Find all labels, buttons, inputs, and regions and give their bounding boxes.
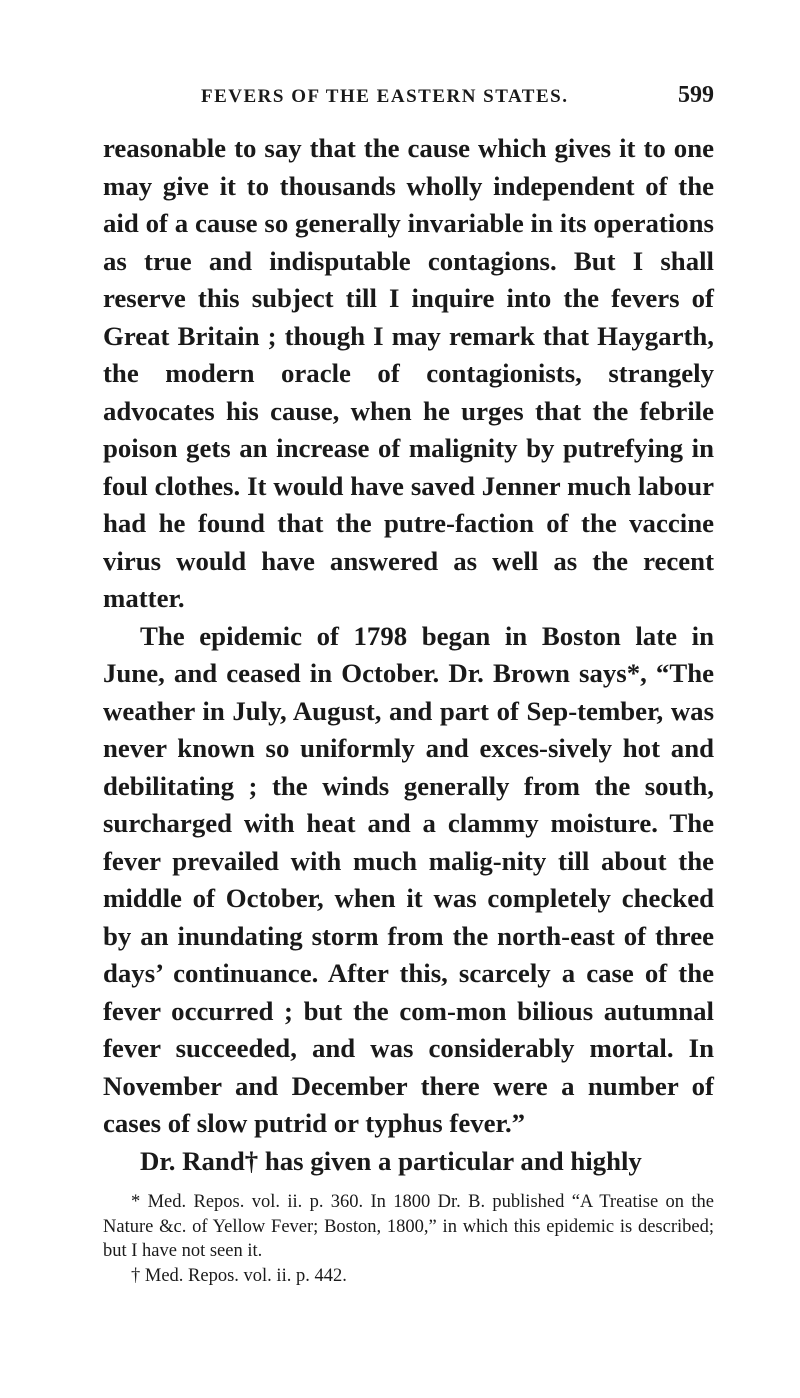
page-number: 599 xyxy=(678,82,714,108)
footnote-dagger: † Med. Repos. vol. ii. p. 442. xyxy=(131,1265,347,1286)
paragraph-dr-rand: Dr. Rand† has given a particular and highly xyxy=(140,1145,642,1176)
paragraph-continued: reasonable to say that the cause which gives it to one may give it to thousands wholly independent of the aid of a cause so generally invariable in its operations as true and indisputable contagions. But I shall reserve this subject till I inquire into the fevers of Great Britain ; though I may remark that Haygarth, the modern oracle of contagionists, strangely advocates his cause, when he urges that the febrile poison gets an increase of malignity by putrefying in foul clothes. It would have saved Jenner much labour had he found that the putre-faction of the vaccine virus would have answered as well as the recent matter. xyxy=(103,133,714,613)
footnotes xyxy=(103,1190,714,1288)
running-title: FEVERS OF THE EASTERN STATES. xyxy=(201,86,569,107)
body-text xyxy=(103,130,714,1180)
paragraph-epidemic-1798: The epidemic of 1798 began in Boston late in June, and ceased in October. Dr. Brown says*, “The weather in July, August, and part of Sep-tember, was never known so uniformly and exces-sively hot and debilitating ; the winds generally from the south, surcharged with heat and a clammy moisture. The fever prevailed with much malig-nity till about the middle of October, when it was completely checked by an inundating storm from the north-east of three days’ continuance. After this, scarcely a case of the fever occurred ; but the com-mon bilious autumnal fever succeeded, and was considerably mortal. In November and December there were a number of cases of slow putrid or typhus fever.” xyxy=(103,620,714,1138)
book-page xyxy=(103,78,714,1288)
footnote-asterisk: * Med. Repos. vol. ii. p. 360. In 1800 Dr. B. published “A Treatise on the Nature &c. of Yellow Fever; Boston, 1800,” in which this epidemic is described; but I have not seen it. xyxy=(103,1192,714,1261)
page-header xyxy=(103,78,714,112)
